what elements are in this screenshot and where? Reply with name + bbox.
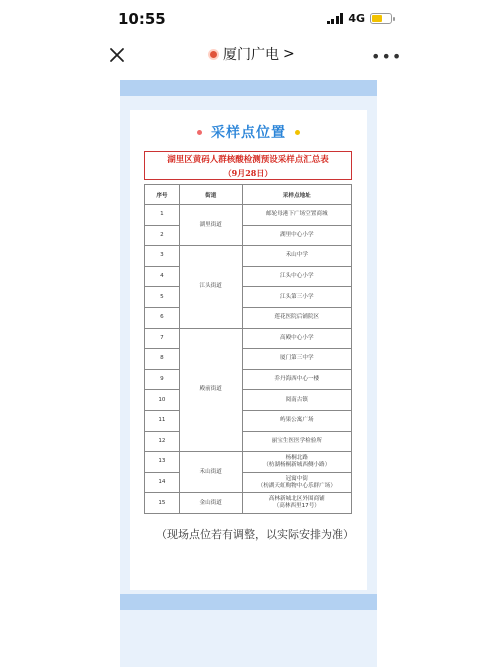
address-line: 邮轮母港下广场空置商城 [266, 211, 328, 218]
sampling-address [242, 410, 351, 431]
address-line: （枋湖天虹购物中心乐群广场） [257, 482, 336, 489]
address-line: 厦门第三中学 [279, 355, 314, 362]
table-row [145, 410, 352, 431]
sampling-address [242, 266, 351, 287]
table-row [145, 431, 352, 452]
decorative-dot-icon [197, 130, 202, 135]
row-number: 6 [145, 307, 180, 328]
table-row [145, 205, 352, 226]
row-number: 9 [145, 369, 180, 390]
table-row [145, 287, 352, 308]
more-icon: ••• [371, 47, 403, 66]
account-title-button[interactable] [208, 44, 295, 64]
network-type: 4G [348, 12, 365, 25]
sampling-address [242, 390, 351, 411]
address-line: （枋湖杨桐新城西侧小路） [263, 461, 331, 468]
address-line: 江头中心小学 [279, 273, 314, 280]
address-line: 湖里中心小学 [279, 231, 314, 238]
row-number: 8 [145, 349, 180, 370]
article-image [120, 80, 377, 667]
sampling-address [242, 472, 351, 493]
table-row [145, 452, 352, 473]
table-row [145, 349, 352, 370]
cellular-signal-icon [327, 13, 344, 24]
status-time: 10:55 [118, 10, 166, 28]
account-name: 厦门广电 [223, 47, 279, 63]
header-number: 序号 [145, 185, 180, 205]
table-row [145, 493, 352, 514]
close-icon [106, 44, 128, 66]
account-logo-icon [208, 49, 219, 60]
sampling-address [242, 452, 351, 473]
top-band [120, 80, 377, 96]
address-line: 高殿中心小学 [279, 334, 314, 341]
sampling-points-table [144, 184, 352, 514]
row-number: 7 [145, 328, 180, 349]
row-number: 12 [145, 431, 180, 452]
row-number: 11 [145, 410, 180, 431]
street-name: 湖里街道 [179, 205, 242, 246]
address-line: 丽宝生医医学检验所 [271, 437, 322, 444]
navigation-bar [0, 38, 500, 72]
section-title: 采样点位置 [211, 125, 286, 141]
address-line: 江头第三小学 [279, 293, 314, 300]
sampling-address [242, 328, 351, 349]
table-row [145, 369, 352, 390]
table-row [145, 246, 352, 267]
table-row [145, 472, 352, 493]
address-line: 高林新城北区外围商铺 [268, 496, 325, 503]
table-row [145, 328, 352, 349]
sampling-address [242, 225, 351, 246]
address-line: （高林西里17号） [273, 503, 320, 510]
address-line: 乔丹海西中心一楼 [274, 376, 320, 383]
street-name: 禾山街道 [179, 452, 242, 493]
table-row [145, 390, 352, 411]
sampling-address [242, 431, 351, 452]
bottom-band [120, 594, 377, 610]
address-line: 阅南古镇 [285, 396, 308, 403]
row-number: 2 [145, 225, 180, 246]
address-line: 冠寓中街 [285, 475, 308, 482]
sampling-address [242, 349, 351, 370]
address-line: 杨桐北路 [285, 454, 308, 461]
sampling-address [242, 369, 351, 390]
table-header-row [145, 185, 352, 205]
address-line: 屿果公寓广场 [279, 417, 314, 424]
decorative-dot-icon [295, 130, 300, 135]
address-line: 禾山中学 [285, 252, 308, 259]
close-button[interactable] [106, 44, 128, 66]
street-name: 金山街道 [179, 493, 242, 514]
row-number: 15 [145, 493, 180, 514]
table-title-box [144, 151, 352, 180]
header-address: 采样点地址 [242, 185, 351, 205]
more-button[interactable] [371, 47, 402, 66]
table-title: 湖里区黄码人群核酸检测预设采样点汇总表 [167, 155, 329, 165]
row-number: 4 [145, 266, 180, 287]
sampling-address [242, 205, 351, 226]
table-row [145, 266, 352, 287]
sampling-address [242, 493, 351, 514]
row-number: 5 [145, 287, 180, 308]
status-indicators [327, 12, 392, 25]
sampling-address [242, 246, 351, 267]
chevron-right-icon: > [283, 46, 295, 62]
sampling-address [242, 307, 351, 328]
row-number: 1 [145, 205, 180, 226]
table-row [145, 225, 352, 246]
header-street: 街道 [179, 185, 242, 205]
info-card [130, 110, 367, 590]
street-name: 殿前街道 [179, 328, 242, 452]
row-number: 13 [145, 452, 180, 473]
status-bar [0, 0, 500, 38]
row-number: 14 [145, 472, 180, 493]
address-line: 莲花医院后铺院区 [274, 314, 320, 321]
row-number: 3 [145, 246, 180, 267]
row-number: 10 [145, 390, 180, 411]
table-date: （9月28日） [223, 168, 273, 178]
battery-icon [370, 13, 392, 24]
table-row [145, 307, 352, 328]
street-name: 江头街道 [179, 246, 242, 328]
section-heading [130, 122, 367, 142]
adjustment-note: （现场点位若有调整，以实际安排为准） [156, 528, 354, 541]
sampling-address [242, 287, 351, 308]
